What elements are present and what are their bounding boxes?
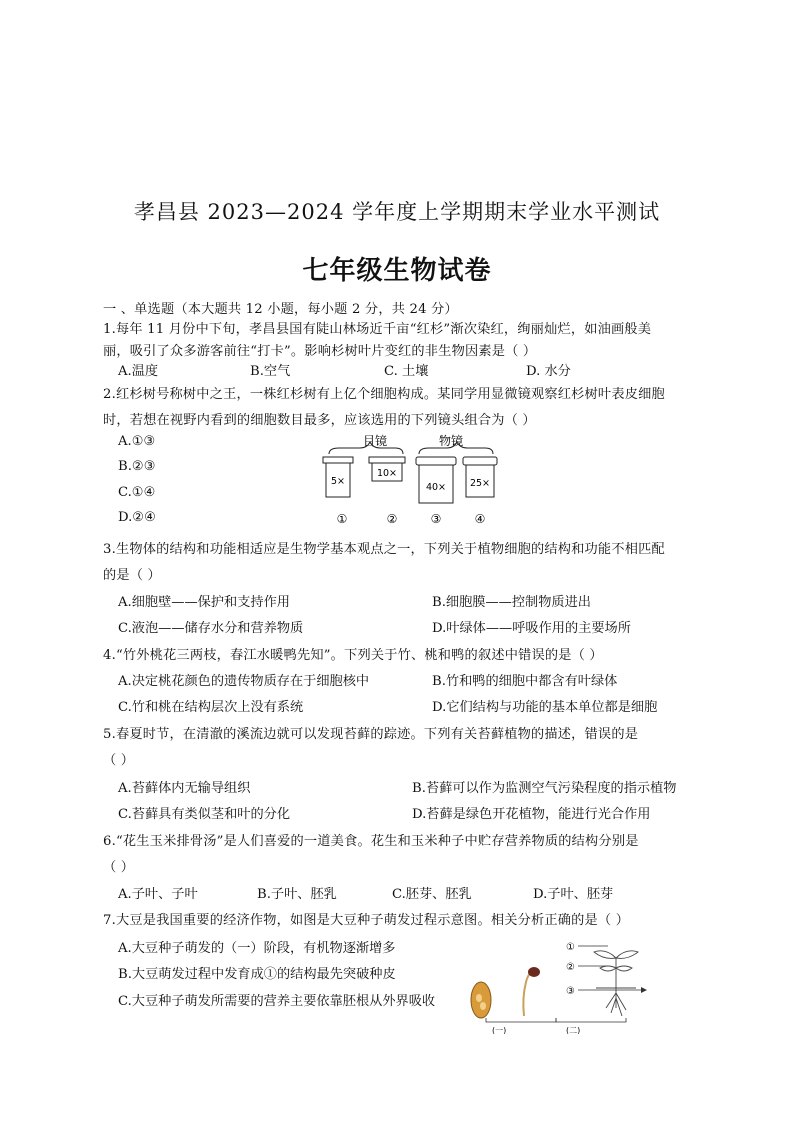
option: D.子叶、胚芽 bbox=[533, 887, 614, 902]
lens-number: ④ bbox=[474, 512, 486, 526]
option: A.决定桃花颜色的遗传物质存在于细胞核中 bbox=[118, 674, 370, 689]
lens-number: ③ bbox=[430, 512, 442, 526]
question-line: （ ） bbox=[103, 860, 135, 875]
option: C.液泡——储存水分和营养物质 bbox=[118, 621, 304, 636]
option: B.大豆萌发过程中发育成①的结构最先突破种皮 bbox=[118, 967, 396, 982]
option: D.②④ bbox=[118, 510, 156, 525]
eyepiece-lens-1 bbox=[323, 457, 353, 463]
option: C.①④ bbox=[118, 485, 156, 500]
objective-lens-4 bbox=[463, 457, 497, 465]
option: D.叶绿体——呼吸作用的主要场所 bbox=[432, 621, 631, 636]
question-line: 时，若想在视野内看到的细胞数目最多，应该选用的下列镜头组合为（ ） bbox=[103, 413, 536, 428]
objective-lens-3 bbox=[416, 457, 456, 465]
question-line: 丽，吸引了众多游客前往“打卡”。影响杉树叶片变红的非生物因素是（ ） bbox=[103, 344, 537, 359]
lens-number: ② bbox=[386, 512, 398, 526]
figure-marker: ① bbox=[566, 942, 575, 953]
question-line: （ ） bbox=[103, 753, 135, 768]
option: B.细胞膜——控制物质进出 bbox=[432, 595, 591, 610]
option: D.苔藓是绿色开花植物，能进行光合作用 bbox=[412, 807, 651, 822]
seedling-sprout bbox=[523, 972, 532, 1016]
lens-label: 25× bbox=[469, 478, 491, 489]
section-heading: 一 、单选题（本大题共 12 小题，每小题 2 分，共 24 分） bbox=[103, 302, 458, 317]
option: D. 水分 bbox=[526, 364, 571, 379]
option: C.胚芽、胚乳 bbox=[392, 887, 472, 902]
exam-subtitle: 七年级生物试卷 bbox=[302, 256, 492, 286]
lens-label: 5× bbox=[330, 476, 346, 487]
eyepiece-label: 目镜 bbox=[363, 434, 388, 448]
question-line: 1.每年 11 月份中下旬，孝昌县国有陡山林场近千亩“红杉”渐次染红，绚丽灿烂，如油画般美 bbox=[103, 322, 652, 337]
stage-label: (一) bbox=[492, 1026, 507, 1034]
objective-label: 物镜 bbox=[439, 434, 464, 448]
option: A.①③ bbox=[118, 434, 156, 449]
lens-number: ① bbox=[336, 512, 348, 526]
option: A.细胞壁——保护和支持作用 bbox=[118, 595, 290, 610]
microscope-lens-figure bbox=[315, 432, 515, 532]
option: A.温度 bbox=[118, 364, 159, 379]
option: B.苔藓可以作为监测空气污染程度的指示植物 bbox=[412, 781, 677, 796]
lens-label: 40× bbox=[425, 482, 447, 493]
exam-title: 孝昌县 2023—2024 学年度上学期期末学业水平测试 bbox=[133, 200, 661, 224]
option: C.苔藓具有类似茎和叶的分化 bbox=[118, 807, 291, 822]
figure-marker: ③ bbox=[566, 986, 575, 997]
lens-label: 10× bbox=[376, 468, 398, 479]
option: B.竹和鸭的细胞中都含有叶绿体 bbox=[432, 674, 618, 689]
option: A.子叶、子叶 bbox=[118, 887, 198, 902]
question-line: 3.生物体的结构和功能相适应是生物学基本观点之一，下列关于植物细胞的结构和功能不相匹配 bbox=[103, 542, 665, 557]
question-line: 7.大豆是我国重要的经济作物，如图是大豆种子萌发过程示意图。相关分析正确的是（ ） bbox=[103, 913, 630, 928]
question-line: 2.红杉树号称树中之王，一株红杉树有上亿个细胞构成。某同学用显微镜观察红杉树叶表皮细胞 bbox=[103, 387, 665, 402]
question-line: 4.“竹外桃花三两枝，春江水暖鸭先知”。下列关于竹、桃和鸭的叙述中错误的是（ ） bbox=[103, 648, 603, 663]
eyepiece-lens-2 bbox=[369, 457, 405, 463]
option: A.苔藓体内无输导组织 bbox=[118, 781, 251, 796]
option: B.②③ bbox=[118, 459, 156, 474]
stage-label: (二) bbox=[566, 1026, 581, 1034]
soybean-germination-figure bbox=[466, 938, 666, 1034]
option: B.空气 bbox=[250, 364, 291, 379]
option: C.竹和桃在结构层次上没有系统 bbox=[118, 700, 304, 715]
question-line: 的是（ ） bbox=[103, 568, 161, 583]
option: A.大豆种子萌发的（一）阶段，有机物逐渐增多 bbox=[118, 941, 396, 956]
question-line: 6.“花生玉米排骨汤”是人们喜爱的一道美食。花生和玉米种子中贮存营养物质的结构分别是 bbox=[103, 834, 639, 849]
young-plant bbox=[594, 951, 638, 1016]
option: B.子叶、胚乳 bbox=[257, 887, 337, 902]
option: C. 土壤 bbox=[384, 364, 429, 379]
option: D.它们结构与功能的基本单位都是细胞 bbox=[432, 700, 658, 715]
figure-marker: ② bbox=[566, 962, 575, 973]
option: C.大豆种子萌发所需要的营养主要依靠胚根从外界吸收 bbox=[118, 994, 436, 1009]
question-line: 5.春夏时节，在清澈的溪流边就可以发现苔藓的踪迹。下列有关苔藓植物的描述，错误的是 bbox=[103, 727, 639, 742]
